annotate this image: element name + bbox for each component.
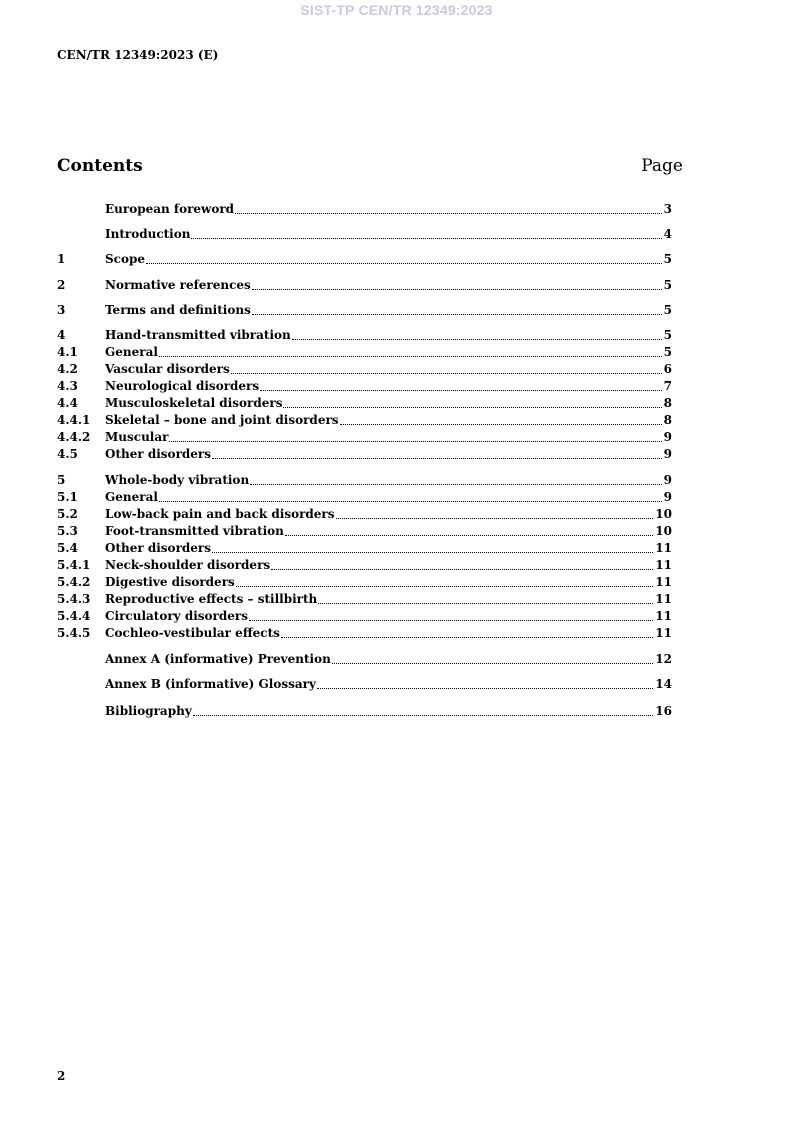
toc-page-number: 14 [655, 677, 672, 691]
contents-title: Contents [57, 156, 143, 176]
toc-page-number: 11 [655, 541, 672, 555]
toc-leader-dots [146, 263, 662, 264]
toc-entry[interactable] [57, 361, 672, 377]
toc-page-number: 8 [663, 413, 672, 427]
toc-page-number: 5 [663, 252, 672, 266]
toc-leader-dots [340, 424, 662, 425]
toc-title: Introduction [105, 227, 191, 241]
toc-number: 5.4 [57, 541, 78, 555]
toc-number: 5.4.2 [57, 575, 91, 589]
toc-page-number: 9 [663, 473, 672, 487]
toc-leader-dots [212, 458, 662, 459]
toc-title: Vascular disorders [105, 362, 230, 376]
toc-page-number: 10 [655, 507, 672, 521]
toc-page-number: 11 [655, 575, 672, 589]
document-id: CEN/TR 12349:2023 (E) [57, 48, 219, 62]
toc-leader-dots [281, 637, 653, 638]
toc-leader-dots [260, 390, 662, 391]
toc-page-number: 7 [663, 379, 672, 393]
toc-title: Low-back pain and back disorders [105, 507, 335, 521]
toc-leader-dots [336, 518, 654, 519]
toc-title: General [105, 345, 158, 359]
footer-page-number: 2 [57, 1069, 66, 1083]
toc-number: 4.2 [57, 362, 78, 376]
toc-entry[interactable] [57, 506, 672, 522]
toc-page-number: 5 [663, 278, 672, 292]
toc-leader-dots [332, 663, 653, 664]
toc-title: Hand-transmitted vibration [105, 328, 291, 342]
toc-page-number: 11 [655, 558, 672, 572]
toc-number: 2 [57, 278, 66, 292]
toc-leader-dots [231, 373, 662, 374]
toc-page-number: 5 [663, 328, 672, 342]
toc-entry[interactable] [57, 277, 672, 293]
page-column-label: Page [641, 156, 683, 176]
toc-number: 4.3 [57, 379, 78, 393]
toc-leader-dots [271, 569, 653, 570]
toc-leader-dots [252, 289, 662, 290]
toc-title: Other disorders [105, 541, 211, 555]
toc-entry[interactable] [57, 302, 672, 318]
toc-leader-dots [235, 213, 662, 214]
toc-title: Terms and definitions [105, 303, 251, 317]
toc-number: 5.1 [57, 490, 78, 504]
toc-number: 1 [57, 252, 66, 266]
toc-entry[interactable] [57, 574, 672, 590]
toc-entry[interactable] [57, 344, 672, 360]
toc-entry[interactable] [57, 608, 672, 624]
toc-title: Neurological disorders [105, 379, 260, 393]
toc-entry[interactable] [57, 201, 672, 217]
toc-entry[interactable] [57, 591, 672, 607]
toc-number: 5.3 [57, 524, 78, 538]
toc-leader-dots [292, 339, 662, 340]
toc-number: 5.2 [57, 507, 78, 521]
toc-page-number: 5 [663, 303, 672, 317]
toc-title: Bibliography [105, 704, 192, 718]
toc-page-number: 16 [655, 704, 672, 718]
toc-number: 3 [57, 303, 66, 317]
toc-number: 4.4 [57, 396, 78, 410]
toc-page-number: 12 [655, 652, 672, 666]
toc-entry[interactable] [57, 557, 672, 573]
toc-page-number: 9 [663, 447, 672, 461]
toc-page-number: 10 [655, 524, 672, 538]
toc-entry[interactable] [57, 412, 672, 428]
toc-title: Digestive disorders [105, 575, 235, 589]
toc-leader-dots [212, 552, 653, 553]
toc-page-number: 3 [663, 202, 672, 216]
watermark: SIST-TP CEN/TR 12349:2023 [300, 2, 493, 18]
toc-page-number: 11 [655, 626, 672, 640]
toc-title: Cochleo-vestibular effects [105, 626, 280, 640]
toc-leader-dots [318, 603, 653, 604]
toc-entry[interactable] [57, 327, 672, 343]
toc-number: 4 [57, 328, 66, 342]
toc-entry[interactable] [57, 703, 672, 719]
toc-entry[interactable] [57, 429, 672, 445]
toc-number: 4.5 [57, 447, 78, 461]
toc-page-number: 11 [655, 592, 672, 606]
toc-page-number: 4 [663, 227, 672, 241]
toc-title: General [105, 490, 158, 504]
toc-page-number: 9 [663, 490, 672, 504]
toc-title: Circulatory disorders [105, 609, 248, 623]
toc-title: Muscular [105, 430, 169, 444]
toc-leader-dots [159, 356, 662, 357]
toc-entry[interactable] [57, 378, 672, 394]
toc-leader-dots [317, 688, 653, 689]
toc-number: 5.4.3 [57, 592, 91, 606]
toc-number: 4.4.1 [57, 413, 91, 427]
toc-page-number: 11 [655, 609, 672, 623]
toc-leader-dots [193, 715, 654, 716]
toc-leader-dots [285, 535, 653, 536]
toc-number: 4.4.2 [57, 430, 91, 444]
toc-leader-dots [191, 238, 661, 239]
toc-title: Neck-shoulder disorders [105, 558, 271, 572]
toc-title: Skeletal – bone and joint disorders [105, 413, 339, 427]
toc-entry[interactable] [57, 625, 672, 641]
toc-number: 4.1 [57, 345, 78, 359]
toc-number: 5.4.5 [57, 626, 91, 640]
toc-entry[interactable] [57, 472, 672, 488]
toc-leader-dots [283, 407, 661, 408]
toc-entry[interactable] [57, 651, 672, 667]
toc-entry[interactable] [57, 251, 672, 267]
toc-entry[interactable] [57, 523, 672, 539]
toc-number: 5.4.4 [57, 609, 91, 623]
toc-page-number: 8 [663, 396, 672, 410]
contents-heading [57, 156, 683, 182]
toc-leader-dots [249, 620, 653, 621]
toc-title: Annex A (informative) Prevention [105, 652, 331, 666]
toc-entry[interactable] [57, 446, 672, 462]
toc-title: Normative references [105, 278, 251, 292]
toc-number: 5.4.1 [57, 558, 91, 572]
toc-page-number: 5 [663, 345, 672, 359]
toc-title: Scope [105, 252, 146, 266]
toc-leader-dots [236, 586, 654, 587]
toc-title: Other disorders [105, 447, 211, 461]
toc-page-number: 9 [663, 430, 672, 444]
toc-entry[interactable] [57, 226, 672, 242]
toc-page-number: 6 [663, 362, 672, 376]
toc-entry[interactable] [57, 489, 672, 505]
toc-title: Annex B (informative) Glossary [105, 677, 316, 691]
toc-title: Whole-body vibration [105, 473, 250, 487]
toc-entry[interactable] [57, 676, 672, 692]
toc-number: 5 [57, 473, 66, 487]
toc-title: Musculoskeletal disorders [105, 396, 283, 410]
toc-leader-dots [250, 484, 661, 485]
toc-title: European foreword [105, 202, 235, 216]
toc-title: Reproductive effects – stillbirth [105, 592, 318, 606]
toc-title: Foot-transmitted vibration [105, 524, 284, 538]
toc-leader-dots [159, 501, 662, 502]
toc-leader-dots [169, 441, 661, 442]
toc-entry[interactable] [57, 395, 672, 411]
toc-entry[interactable] [57, 540, 672, 556]
toc-leader-dots [252, 314, 662, 315]
